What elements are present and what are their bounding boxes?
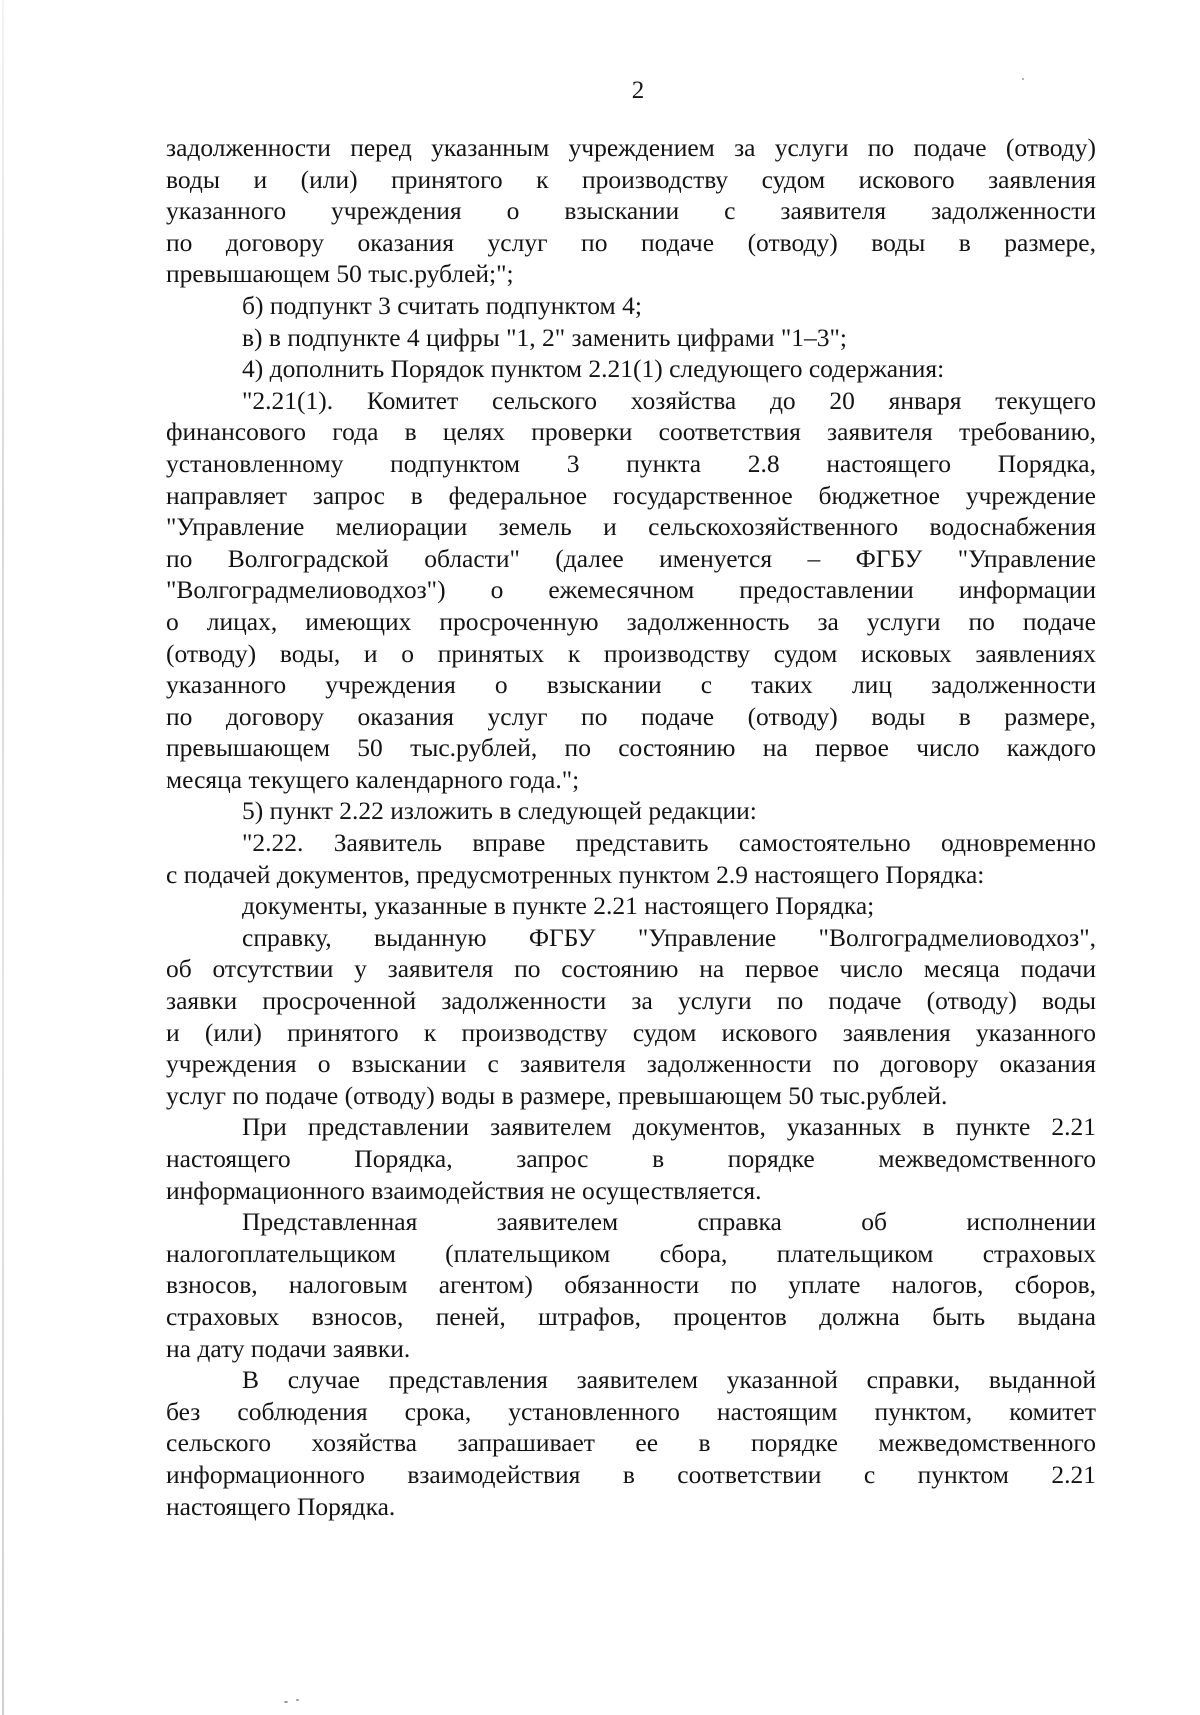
paragraph <box>166 132 1096 290</box>
scan-speck <box>284 1701 288 1703</box>
text-line: настоящего Порядка. <box>166 1491 396 1521</box>
paragraph <box>166 827 1096 890</box>
text-line: указанного учреждения о взыскании с заявителя задолженности <box>166 196 1096 226</box>
text-line: об отсутствии у заявителя по состоянию на первое число месяца подачи <box>166 954 1096 984</box>
text-line: "2.21(1). Комитет сельского хозяйства до 20 января текущего <box>242 385 1096 415</box>
text-line: о лицах, имеющих просроченную задолженность за услуги по подаче <box>166 606 1096 636</box>
text-line: на дату подачи заявки. <box>166 1333 411 1363</box>
paragraph <box>166 290 1096 322</box>
text-line: (отводу) воды, и о принятых к производству судом исковых заявлениях <box>166 638 1096 668</box>
text-line: указанного учреждения о взыскании с таких лиц задолженности <box>166 670 1096 700</box>
text-line: по договору оказания услуг по подаче (отводу) воды в размере, <box>166 227 1096 257</box>
text-line: сельского хозяйства запрашивает ее в порядке межведомственного <box>166 1428 1096 1458</box>
paragraph <box>166 922 1096 1112</box>
text-line: 5) пункт 2.22 изложить в следующей редакции: <box>242 796 757 826</box>
text-line: превышающем 50 тыс.рублей;"; <box>166 259 514 289</box>
text-line: 4) дополнить Порядок пунктом 2.21(1) следующего содержания: <box>242 354 945 384</box>
text-line: установленному подпунктом 3 пункта 2.8 настоящего Порядка, <box>166 448 1096 478</box>
text-line: учреждения о взыскании с заявителя задолженности по договору оказания <box>166 1049 1096 1079</box>
text-line: по Волгоградской области" (далее именуется – ФГБУ "Управление <box>166 543 1096 573</box>
text-line: в) в подпункте 4 цифры "1, 2" заменить цифрами "1–3"; <box>242 322 848 352</box>
text-line: месяца текущего календарного года."; <box>166 764 580 794</box>
text-line: задолженности перед указанным учреждением за услуги по подаче (отводу) <box>166 133 1096 162</box>
text-line: финансового года в целях проверки соответствия заявителя требованию, <box>166 417 1096 447</box>
text-line: информационного взаимодействия не осуществляется. <box>166 1175 762 1205</box>
text-line: информационного взаимодействия в соответствии с пунктом 2.21 <box>166 1459 1096 1489</box>
text-line: направляет запрос в федеральное государственное бюджетное учреждение <box>166 480 1096 510</box>
text-line: настоящего Порядка, запрос в порядке межведомственного <box>166 1144 1096 1173</box>
paragraph <box>166 385 1096 796</box>
text-line: без соблюдения срока, установленного настоящим пунктом, комитет <box>166 1396 1096 1426</box>
text-line: При представлении заявителем документов, указанных в пункте 2.21 <box>242 1112 1096 1142</box>
text-line: превышающем 50 тыс.рублей, по состоянию на первое число каждого <box>166 733 1096 763</box>
paragraph <box>166 1364 1096 1522</box>
text-line: страховых взносов, пеней, штрафов, процентов должна быть выдана <box>166 1301 1096 1331</box>
text-line: услуг по подаче (отводу) воды в размере, превышающем 50 тыс.рублей. <box>166 1080 948 1110</box>
paragraph <box>166 890 1096 922</box>
text-line: по договору оказания услуг по подаче (отводу) воды в размере, <box>166 701 1096 731</box>
text-line: заявки просроченной задолженности за услуги по подаче (отводу) воды <box>166 986 1096 1016</box>
paragraph <box>166 1206 1096 1364</box>
text-line: воды и (или) принятого к производству судом искового заявления <box>166 164 1096 194</box>
text-line: взносов, налоговым агентом) обязанности по уплате налогов, сборов, <box>166 1270 1096 1300</box>
text-line: с подачей документов, предусмотренных пунктом 2.9 настоящего Порядка: <box>166 859 985 889</box>
paragraph <box>166 1111 1096 1206</box>
scan-speck <box>1022 78 1024 80</box>
scan-speck <box>296 1699 299 1701</box>
page-number: 2 <box>631 77 645 104</box>
text-line: налогоплательщиком (плательщиком сбора, плательщиком страховых <box>166 1238 1096 1268</box>
text-line: справку, выданную ФГБУ "Управление "Волгоградмелиоводхоз", <box>242 922 1096 952</box>
paragraph <box>166 322 1096 354</box>
text-line: "Управление мелиорации земель и сельскохозяйственного водоснабжения <box>166 512 1096 542</box>
text-line: документы, указанные в пункте 2.21 настоящего Порядка; <box>242 891 875 921</box>
text-line: "Волгоградмелиоводхоз") о ежемесячном предоставлении информации <box>166 575 1096 605</box>
text-line: "2.22. Заявитель вправе представить самостоятельно одновременно <box>242 828 1096 858</box>
document-body <box>166 132 1096 1522</box>
text-line: и (или) принятого к производству судом искового заявления указанного <box>166 1017 1096 1047</box>
text-line: В случае представления заявителем указанной справки, выданной <box>242 1365 1096 1395</box>
text-line: Представленная заявителем справка об исполнении <box>242 1207 1096 1237</box>
text-line: б) подпункт 3 считать подпунктом 4; <box>242 290 642 320</box>
paragraph <box>166 795 1096 827</box>
paragraph <box>166 353 1096 385</box>
scan-edge <box>2 0 4 1715</box>
